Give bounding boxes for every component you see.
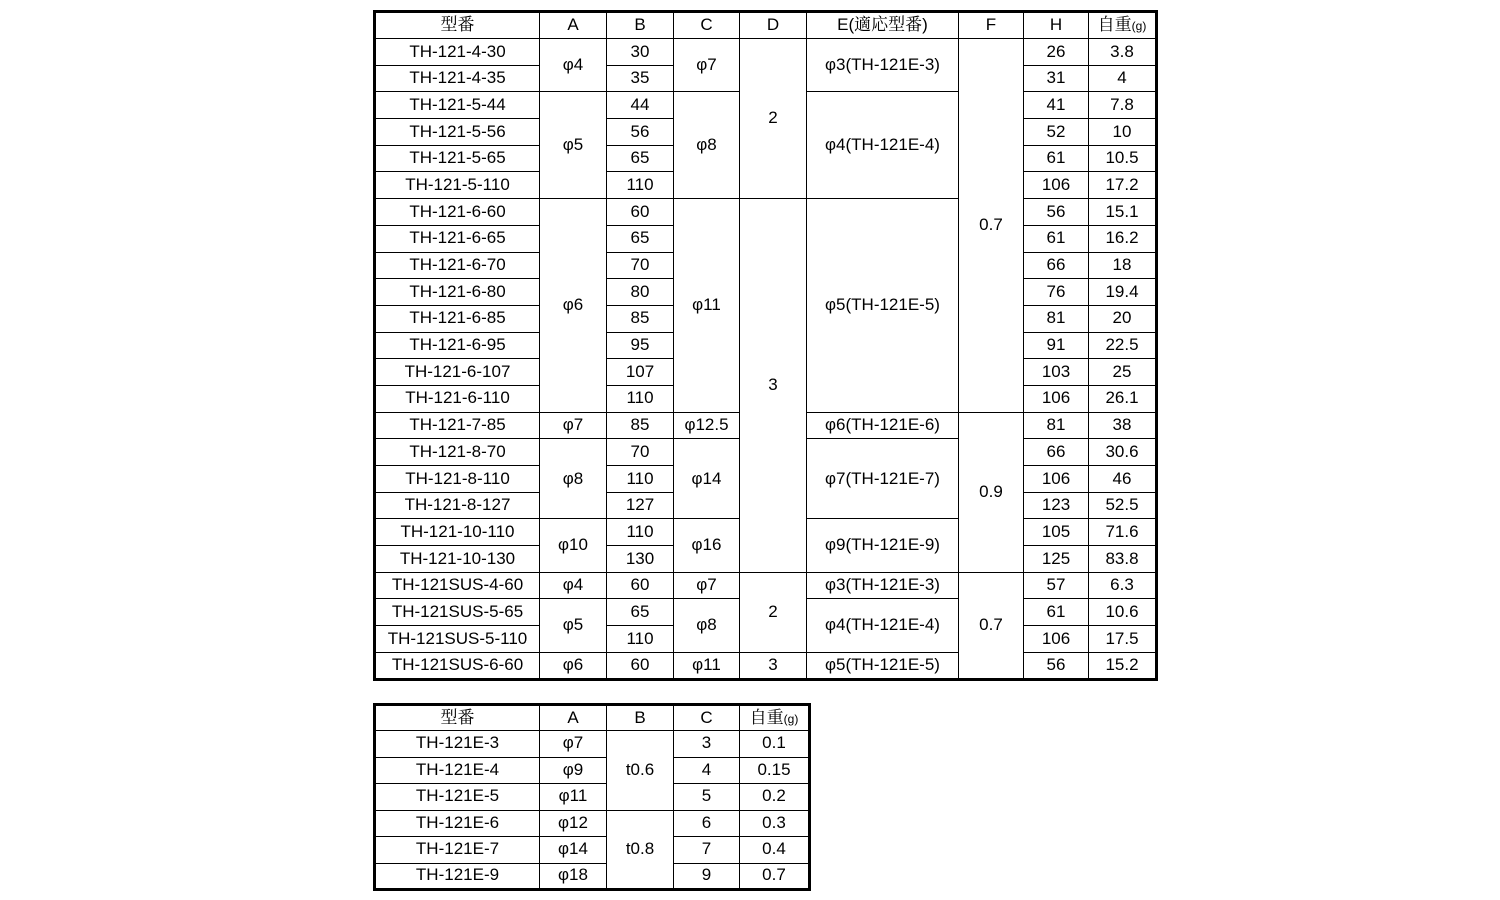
table-cell: 0.3 xyxy=(740,810,810,837)
table-cell: TH-121-6-65 xyxy=(375,225,540,252)
table-cell: TH-121-4-35 xyxy=(375,65,540,92)
table-cell: 5 xyxy=(674,784,740,811)
table-cell: 91 xyxy=(1024,332,1089,359)
table-cell: φ5 xyxy=(540,92,607,199)
main-spec-table xyxy=(373,10,1158,681)
table-cell: 10.5 xyxy=(1089,145,1157,172)
table-cell: 71.6 xyxy=(1089,519,1157,546)
table-cell: φ7 xyxy=(674,39,740,92)
column-header: B xyxy=(607,12,674,39)
table-cell: 52.5 xyxy=(1089,492,1157,519)
table-cell: 22.5 xyxy=(1089,332,1157,359)
adapter-table-header xyxy=(375,705,810,731)
table-cell: 4 xyxy=(1089,65,1157,92)
table-cell: φ4 xyxy=(540,572,607,599)
table-cell: 17.5 xyxy=(1089,626,1157,653)
table-cell: 15.1 xyxy=(1089,199,1157,226)
table-cell: 16.2 xyxy=(1089,225,1157,252)
table-cell: φ8 xyxy=(674,599,740,652)
table-cell: TH-121-6-95 xyxy=(375,332,540,359)
table-row xyxy=(375,863,810,890)
table-cell: 106 xyxy=(1024,466,1089,493)
table-cell: 25 xyxy=(1089,359,1157,386)
table-cell: φ6 xyxy=(540,652,607,679)
table-cell: 3.8 xyxy=(1089,39,1157,66)
table-cell: 66 xyxy=(1024,439,1089,466)
table-cell: φ5 xyxy=(540,599,607,652)
table-cell: 0.9 xyxy=(959,412,1024,572)
table-cell: 81 xyxy=(1024,412,1089,439)
table-cell: TH-121E-9 xyxy=(375,863,540,890)
table-cell: 110 xyxy=(607,519,674,546)
column-header: H xyxy=(1024,12,1089,39)
table-cell: TH-121-8-127 xyxy=(375,492,540,519)
table-cell: 2 xyxy=(740,39,807,199)
table-cell: TH-121-5-44 xyxy=(375,92,540,119)
table-row xyxy=(375,39,1157,66)
table-cell: 105 xyxy=(1024,519,1089,546)
table-cell: 60 xyxy=(607,199,674,226)
table-cell: 80 xyxy=(607,279,674,306)
table-cell: 110 xyxy=(607,626,674,653)
table-cell: 0.7 xyxy=(740,863,810,890)
table-cell: 81 xyxy=(1024,305,1089,332)
table-cell: 26.1 xyxy=(1089,385,1157,412)
table-cell: φ3(TH-121E-3) xyxy=(807,39,959,92)
table-cell: TH-121-6-107 xyxy=(375,359,540,386)
table-cell: 65 xyxy=(607,145,674,172)
table-cell: 0.7 xyxy=(959,572,1024,679)
table-cell: 6 xyxy=(674,810,740,837)
table-cell: 52 xyxy=(1024,119,1089,146)
table-row xyxy=(375,199,1157,226)
table-cell: φ5(TH-121E-5) xyxy=(807,652,959,679)
table-cell: 41 xyxy=(1024,92,1089,119)
table-cell: φ12.5 xyxy=(674,412,740,439)
table-cell: 0.4 xyxy=(740,837,810,864)
table-cell: 60 xyxy=(607,652,674,679)
table-cell: TH-121SUS-4-60 xyxy=(375,572,540,599)
table-row xyxy=(375,731,810,758)
column-header: C xyxy=(674,705,740,731)
column-header: A xyxy=(540,12,607,39)
table-cell: t0.8 xyxy=(607,810,674,890)
table-cell: 56 xyxy=(607,119,674,146)
table-cell: 107 xyxy=(607,359,674,386)
column-header: 型番 xyxy=(375,705,540,731)
adapter-spec-table xyxy=(373,703,811,891)
table-cell: 10.6 xyxy=(1089,599,1157,626)
column-header: 自重(g) xyxy=(740,705,810,731)
table-cell: 103 xyxy=(1024,359,1089,386)
table-cell: 106 xyxy=(1024,172,1089,199)
table-cell: 65 xyxy=(607,599,674,626)
column-header: D xyxy=(740,12,807,39)
column-header: 型番 xyxy=(375,12,540,39)
table-cell: 35 xyxy=(607,65,674,92)
table-cell: TH-121-5-110 xyxy=(375,172,540,199)
table-cell: 110 xyxy=(607,385,674,412)
table-cell: 3 xyxy=(740,199,807,573)
table-cell: φ11 xyxy=(674,652,740,679)
table-cell: TH-121-6-70 xyxy=(375,252,540,279)
table-cell: 60 xyxy=(607,572,674,599)
table-cell: TH-121-10-130 xyxy=(375,546,540,573)
table-cell: φ14 xyxy=(540,837,607,864)
table-cell: TH-121SUS-5-65 xyxy=(375,599,540,626)
header-unit-suffix: (g) xyxy=(1131,19,1147,34)
table-cell: TH-121-6-80 xyxy=(375,279,540,306)
header-unit-suffix: (g) xyxy=(783,711,799,726)
table-cell: 65 xyxy=(607,225,674,252)
table-cell: 0.2 xyxy=(740,784,810,811)
table-cell: 70 xyxy=(607,439,674,466)
table-cell: 56 xyxy=(1024,652,1089,679)
table-cell: φ7 xyxy=(540,731,607,758)
table-cell: TH-121SUS-5-110 xyxy=(375,626,540,653)
table-cell: 44 xyxy=(607,92,674,119)
table-cell: TH-121-8-110 xyxy=(375,466,540,493)
table-cell: TH-121-6-60 xyxy=(375,199,540,226)
table-cell: 6.3 xyxy=(1089,572,1157,599)
header-row xyxy=(375,705,810,731)
table-cell: 106 xyxy=(1024,385,1089,412)
table-cell: 85 xyxy=(607,412,674,439)
column-header: A xyxy=(540,705,607,731)
table-cell: φ18 xyxy=(540,863,607,890)
table-cell: 7 xyxy=(674,837,740,864)
table-row xyxy=(375,784,810,811)
table-cell: 61 xyxy=(1024,225,1089,252)
table-cell: φ6 xyxy=(540,199,607,413)
table-cell: φ5(TH-121E-5) xyxy=(807,199,959,413)
table-cell: TH-121-6-110 xyxy=(375,385,540,412)
table-cell: 46 xyxy=(1089,466,1157,493)
table-cell: 7.8 xyxy=(1089,92,1157,119)
table-cell: φ6(TH-121E-6) xyxy=(807,412,959,439)
table-cell: 61 xyxy=(1024,145,1089,172)
table-cell: 20 xyxy=(1089,305,1157,332)
table-cell: TH-121SUS-6-60 xyxy=(375,652,540,679)
table-cell: 30.6 xyxy=(1089,439,1157,466)
table-cell: 70 xyxy=(607,252,674,279)
table-cell: 130 xyxy=(607,546,674,573)
column-header: 自重(g) xyxy=(1089,12,1157,39)
table-row xyxy=(375,652,1157,679)
table-cell: TH-121E-3 xyxy=(375,731,540,758)
table-row xyxy=(375,757,810,784)
header-row xyxy=(375,12,1157,39)
table-cell: φ4(TH-121E-4) xyxy=(807,599,959,652)
table-cell: 125 xyxy=(1024,546,1089,573)
table-cell: TH-121-5-65 xyxy=(375,145,540,172)
table-cell: 83.8 xyxy=(1089,546,1157,573)
table-cell: 61 xyxy=(1024,599,1089,626)
table-cell: TH-121E-5 xyxy=(375,784,540,811)
table-cell: 9 xyxy=(674,863,740,890)
table-cell: φ3(TH-121E-3) xyxy=(807,572,959,599)
table-cell: TH-121-4-30 xyxy=(375,39,540,66)
table-cell: 3 xyxy=(740,652,807,679)
table-row xyxy=(375,837,810,864)
table-cell: 31 xyxy=(1024,65,1089,92)
table-cell: 110 xyxy=(607,466,674,493)
table-cell: 18 xyxy=(1089,252,1157,279)
table-cell: 30 xyxy=(607,39,674,66)
table-row xyxy=(375,810,810,837)
table-cell: TH-121-10-110 xyxy=(375,519,540,546)
table-cell: φ14 xyxy=(674,439,740,519)
table-cell: TH-121E-4 xyxy=(375,757,540,784)
table-cell: 2 xyxy=(740,572,807,652)
table-cell: 106 xyxy=(1024,626,1089,653)
table-cell: φ8 xyxy=(674,92,740,199)
table-cell: φ7 xyxy=(674,572,740,599)
table-cell: 56 xyxy=(1024,199,1089,226)
table-cell: φ8 xyxy=(540,439,607,519)
table-cell: 110 xyxy=(607,172,674,199)
table-cell: TH-121-8-70 xyxy=(375,439,540,466)
column-header: C xyxy=(674,12,740,39)
table-cell: φ10 xyxy=(540,519,607,572)
column-header: B xyxy=(607,705,674,731)
table-cell: 38 xyxy=(1089,412,1157,439)
table-cell: φ11 xyxy=(540,784,607,811)
table-cell: TH-121-6-85 xyxy=(375,305,540,332)
table-cell: 15.2 xyxy=(1089,652,1157,679)
table-cell: 0.15 xyxy=(740,757,810,784)
table-cell: 85 xyxy=(607,305,674,332)
table-cell: 57 xyxy=(1024,572,1089,599)
table-cell: φ7 xyxy=(540,412,607,439)
table-cell: φ12 xyxy=(540,810,607,837)
table-cell: 127 xyxy=(607,492,674,519)
table-cell: 66 xyxy=(1024,252,1089,279)
table-cell: φ7(TH-121E-7) xyxy=(807,439,959,519)
column-header: F xyxy=(959,12,1024,39)
table-cell: 3 xyxy=(674,731,740,758)
table-cell: 95 xyxy=(607,332,674,359)
table-cell: 4 xyxy=(674,757,740,784)
table-cell: φ11 xyxy=(674,199,740,413)
table-row xyxy=(375,572,1157,599)
table-cell: t0.6 xyxy=(607,731,674,811)
table-cell: φ9(TH-121E-9) xyxy=(807,519,959,572)
table-cell: φ16 xyxy=(674,519,740,572)
table-cell: TH-121E-7 xyxy=(375,837,540,864)
table-cell: 19.4 xyxy=(1089,279,1157,306)
table-cell: 0.7 xyxy=(959,39,1024,413)
table-cell: 123 xyxy=(1024,492,1089,519)
table-cell: 26 xyxy=(1024,39,1089,66)
table-cell: 10 xyxy=(1089,119,1157,146)
table-cell: φ9 xyxy=(540,757,607,784)
table-cell: 76 xyxy=(1024,279,1089,306)
adapter-table-body xyxy=(375,731,810,890)
table-cell: φ4 xyxy=(540,39,607,92)
table-cell: 0.1 xyxy=(740,731,810,758)
main-table-header xyxy=(375,12,1157,39)
table-cell: TH-121E-6 xyxy=(375,810,540,837)
table-cell: φ4(TH-121E-4) xyxy=(807,92,959,199)
table-cell: TH-121-5-56 xyxy=(375,119,540,146)
table-cell: 17.2 xyxy=(1089,172,1157,199)
table-cell: TH-121-7-85 xyxy=(375,412,540,439)
main-table-body xyxy=(375,39,1157,680)
column-header: E(適応型番) xyxy=(807,12,959,39)
